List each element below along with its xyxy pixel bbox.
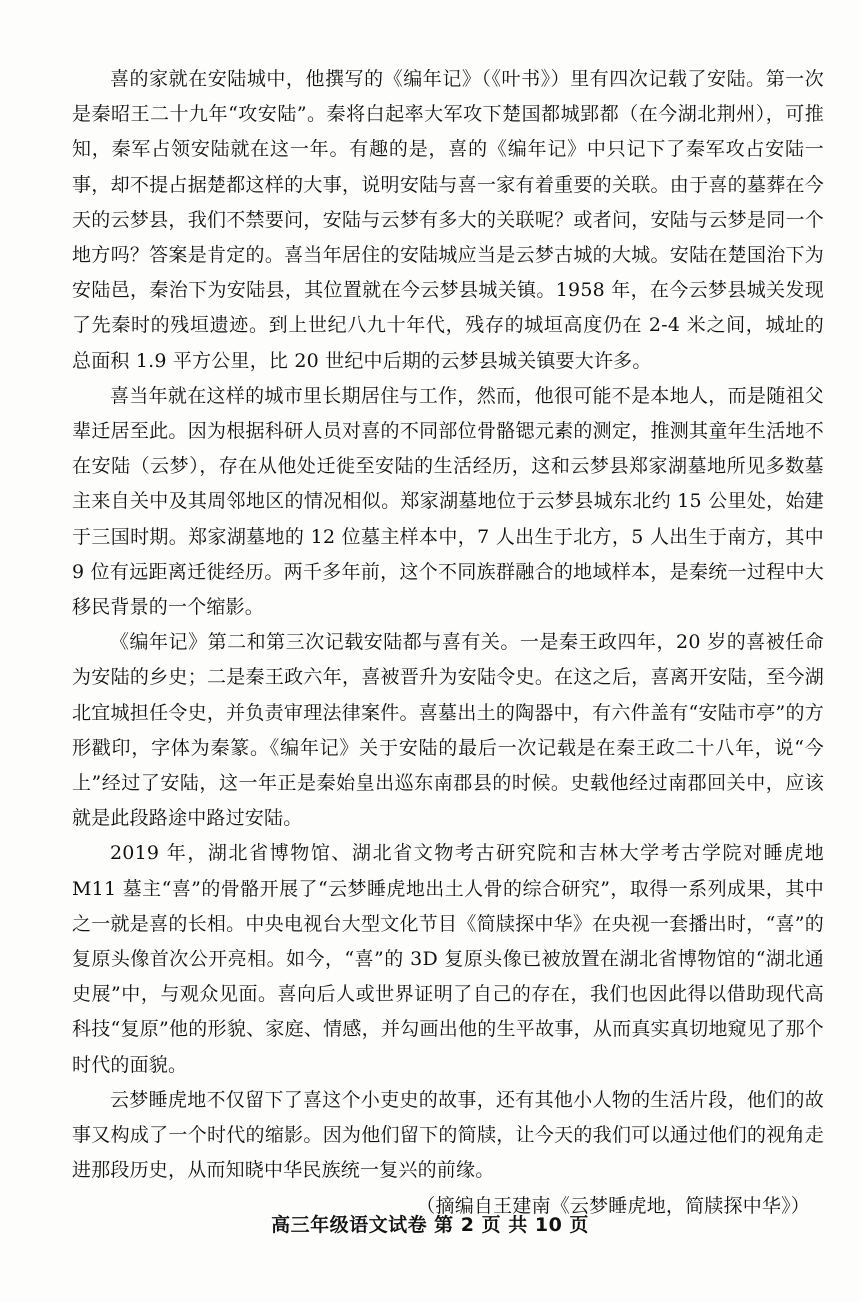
paragraph-2: 喜当年就在这样的城市里长期居住与工作，然而，他很可能不是本地人，而是随祖父辈迁居至此。因为根据科研人员对喜的不同部位骨骼锶元素的测定，推测其童年生活地不在安陆（云梦），存在从他处迁徙至安陆的生活经历，这和云梦县郑家湖墓地所见多数墓主来自关中及其周邻地区的情况相似。郑家湖墓地位于云梦县城东北约 15 公里处，始建于三国时期。郑家湖墓地的 12 位墓主样本中，7 人出生于北方，5 人出生于南方，其中 9 位有远距离迁徙经历。两千多年前，这个不同族群融合的地域样本，是秦统一过程中大移民背景的一个缩影。 [72, 384, 824, 619]
paragraph-1: 喜的家就在安陆城中，他撰写的《编年记》（《叶书》）里有四次记载了安陆。第一次是秦昭王二十九年“攻安陆”。秦将白起率大军攻下楚国都城郢都（在今湖北荆州），可推知，秦军占领安陆就在这一年。有趣的是，喜的《编年记》中只记下了秦军攻占安陆一事，却不提占据楚都这样的大事，说明安陆与喜一家有着重要的关联。由于喜的墓葬在今天的云梦县，我们不禁要问，安陆与云梦有多大的关联呢？或者问，安陆与云梦是同一个地方吗？答案是肯定的。喜当年居住的安陆城应当是云梦古城的大城。安陆在楚国治下为安陆邑，秦治下为安陆县，其位置就在今云梦县城关镇。1958 年，在今云梦县城关发现了先秦时的残垣遗迹。到上世纪八九十年代，残存的城垣高度仍在 2-4 米之间，城址的总面积 1.9 平方公里，比 20 世纪中后期的云梦县城关镇要大许多。 [72, 68, 824, 372]
paragraph-4: 2019 年，湖北省博物馆、湖北省文物考古研究院和吉林大学考古学院对睡虎地 M11 墓主“喜”的骨骼开展了“云梦睡虎地出土人骨的综合研究”，取得一系列成果，其中之一就是喜的长相。中央电视台大型文化节目《简牍探中华》在央视一套播出时，“喜”的复原头像首次公开亮相。如今，“喜”的 3D 复原头像已被放置在湖北省博物馆的“湖北通史展”中，与观众见面。喜向后人或世界证明了自己的存在，我们也因此得以借助现代高科技“复原”他的形貌、家庭、情感，并勾画出他的生平故事，从而真实真切地窥见了那个时代的面貌。 [72, 842, 824, 1076]
article-body [72, 62, 824, 1224]
source-citation: （摘编自王建南《云梦睡虎地，简牍探中华》） [416, 1194, 810, 1217]
paragraph-3: 《编年记》第二和第三次记载安陆都与喜有关。一是秦王政四年，20 岁的喜被任命为安陆的乡史；二是秦王政六年，喜被晋升为安陆令史。在这之后，喜离开安陆，至今湖北宜城担任令史，并负责审理法律案件。喜墓出土的陶器中，有六件盖有“安陆市亭”的方形戳印，字体为秦篆。《编年记》关于安陆的最后一次记载是在秦王政二十八年，说“今上”经过了安陆，这一年正是秦始皇出巡东南郡县的时候。史载他经过南郡回关中，应该就是此段路途中路过安陆。 [72, 631, 824, 830]
page-footer: 高三年级语文试卷 第 2 页 共 10 页 [271, 1214, 589, 1236]
paragraph-5: 云梦睡虎地不仅留下了喜这个小吏史的故事，还有其他小人物的生活片段，他们的故事又构成了一个时代的缩影。因为他们留下的简牍，让今天的我们可以通过他们的视角走进那段历史，从而知晓中华民族统一复兴的前缘。 [72, 1088, 824, 1182]
